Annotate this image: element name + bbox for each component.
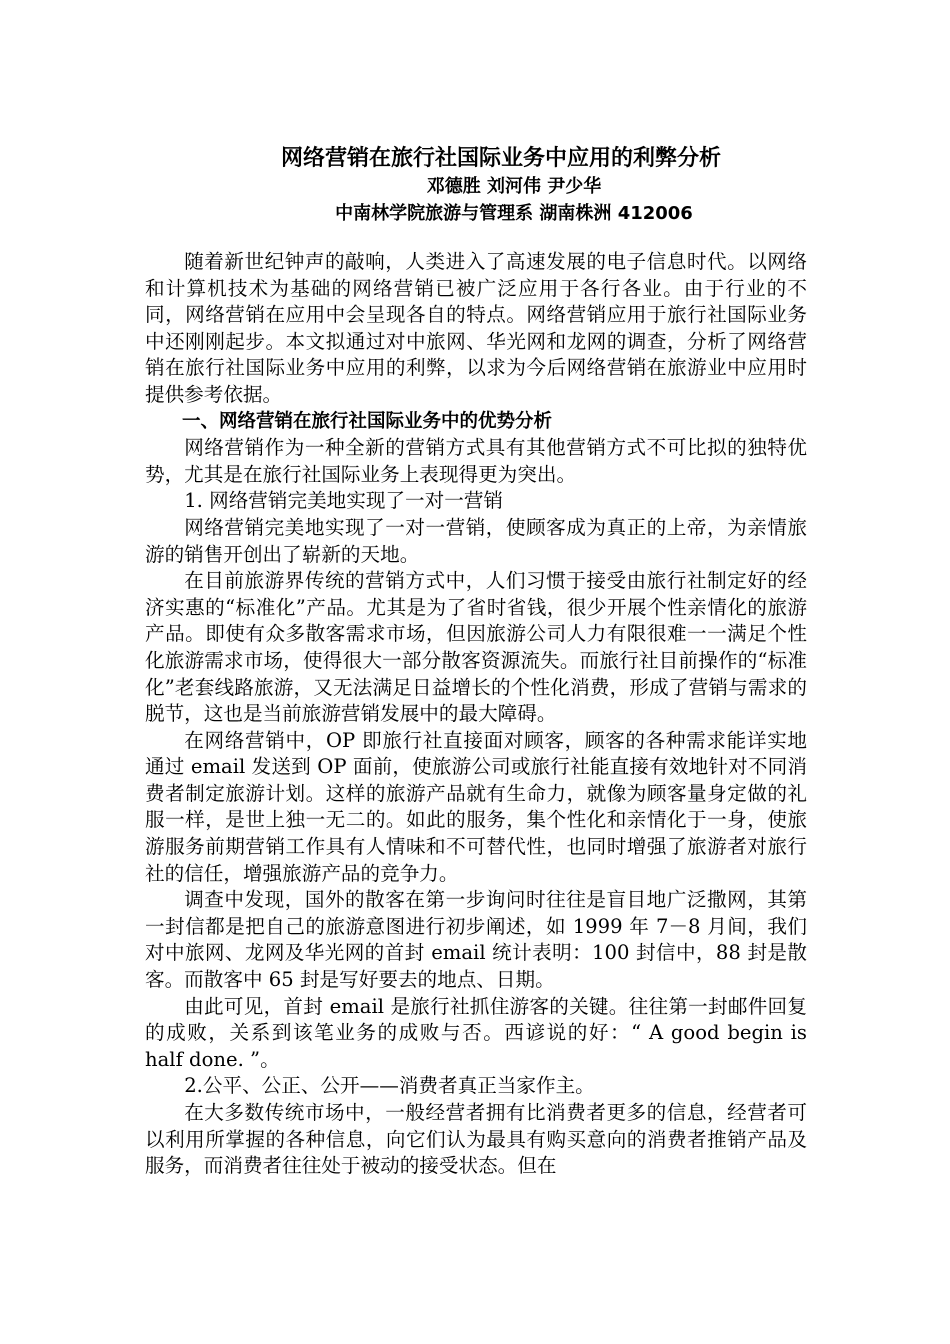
paragraph: 网络营销作为一种全新的营销方式具有其他营销方式不可比拟的独特优势，尤其是在旅行社国际业务上表现得更为突出。 [145,436,807,486]
document-body [145,249,807,1180]
subsection-heading: 1. 网络营销完美地实现了一对一营销 [184,489,504,513]
document-authors: 邓德胜 刘河伟 尹少华 [426,176,602,197]
paragraph: 在网络营销中，OP 即旅行社直接面对顾客，顾客的各种需求能详实地通过 email 发送到 OP 面前，使旅游公司或旅行社能直接有效地针对不同消费者制定旅游计划。这样的旅游产品就有生命力，就像为顾客量身定做的礼服一样，是世上独一无二的。如此的服务，集个性化和亲情化于一身，使旅游服务前期营销工作具有人情味和不可替代性，也同时增强了旅游者对旅行社的信任，增强旅游产品的竞争力。 [145,728,807,885]
document-affiliation: 中南林学院旅游与管理系 湖南株洲 412006 [335,203,693,224]
subsection-heading: 2.公平、公正、公开——消费者真正当家作主。 [184,1074,595,1098]
paragraph: 网络营销完美地实现了一对一营销，使顾客成为真正的上帝，为亲情旅游的销售开创出了崭新的天地。 [145,515,807,566]
paragraph: 在目前旅游界传统的营销方式中，人们习惯于接受由旅行社制定好的经济实惠的“标准化”产品。尤其是为了省时省钱，很少开展个性亲情化的旅游产品。即使有众多散客需求市场，但因旅游公司人力有限很难一一满足个性化旅游需求市场，使得很大一部分散客资源流失。而旅行社目前操作的“标准化”老套线路旅游，又无法满足日益增长的个性化消费，形成了营销与需求的脱节，这也是当前旅游营销发展中的最大障碍。 [145,569,807,726]
paragraph-intro: 随着新世纪钟声的敲响，人类进入了高速发展的电子信息时代。以网络和计算机技术为基础的网络营销已被广泛应用于各行各业。由于行业的不同，网络营销在应用中会呈现各自的特点。网络营销应用于旅行社国际业务中还刚刚起步。本文拟通过对中旅网、华光网和龙网的调查，分析了网络营销在旅行社国际业务中应用的利弊，以求为今后网络营销在旅游业中应用时提供参考依据。 [145,250,807,406]
section-heading: 一、网络营销在旅行社国际业务中的优势分析 [182,410,553,432]
paragraph: 在大多数传统市场中，一般经营者拥有比消费者更多的信息，经营者可以利用所掌握的各种信息，向它们认为最具有购买意向的消费者推销产品及服务，而消费者往往处于被动的接受状态。但在 [145,1101,807,1178]
document-title: 网络营销在旅行社国际业务中应用的利弊分析 [280,146,721,171]
paragraph: 调查中发现，国外的散客在第一步询问时往往是盲目地广泛撒网，其第一封信都是把自己的旅游意图进行初步阐述，如 1999 年 7－8 月间，我们对中旅网、龙网及华光网的首封 email 统计表明：100 封信中，88 封是散客。而散客中 65 封是写好要去的地点、日期。 [145,888,807,992]
document-header [0,144,950,228]
paragraph: 由此可见，首封 email 是旅行社抓住游客的关键。往往第一封邮件回复的成败，关系到该笔业务的成败与否。西谚说的好：“ A good begin is half done. ”。 [145,994,807,1071]
